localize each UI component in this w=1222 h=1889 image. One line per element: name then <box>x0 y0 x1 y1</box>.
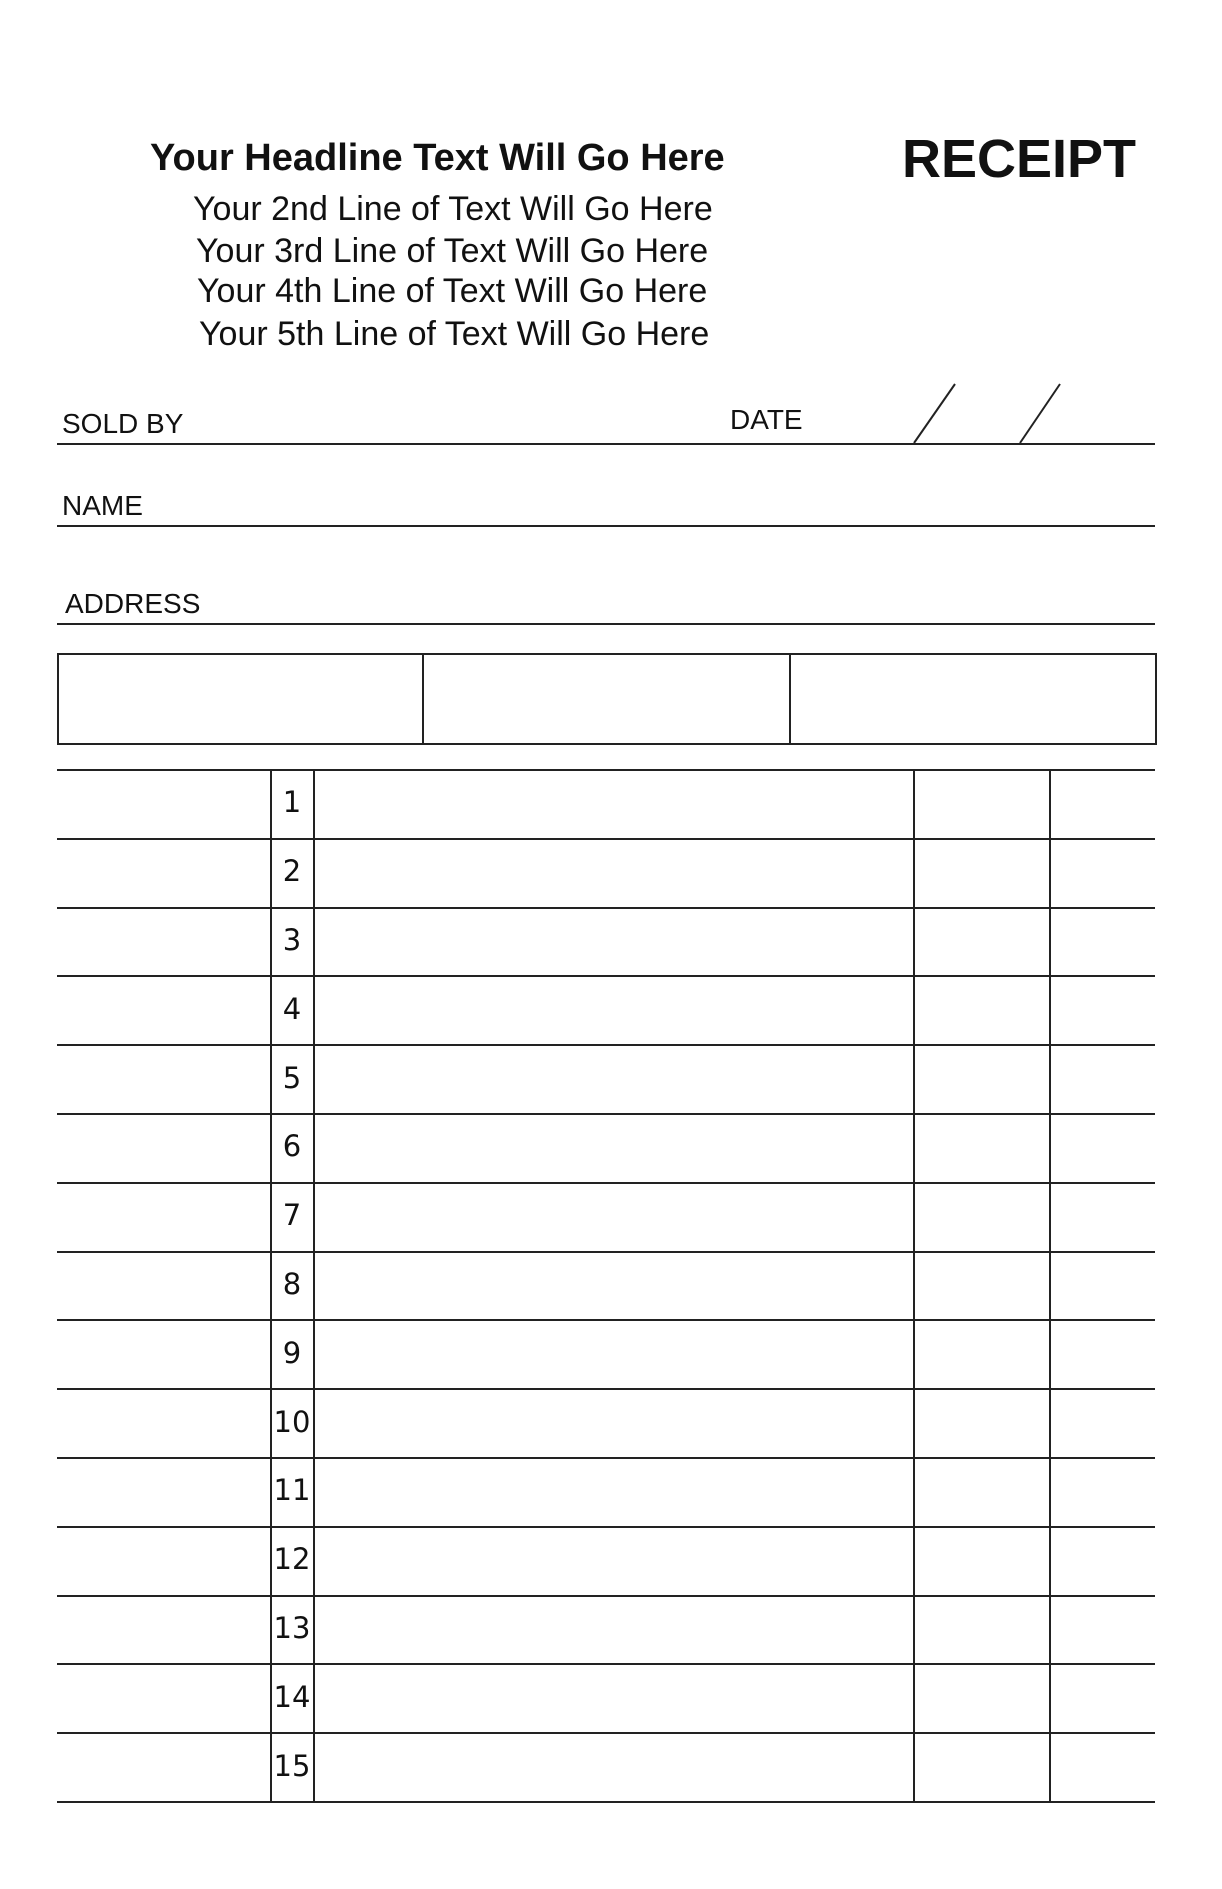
line-number: 11 <box>273 1473 311 1507</box>
sold-by-line[interactable] <box>57 443 1155 445</box>
table-row-line[interactable] <box>57 1251 1155 1253</box>
line-number: 8 <box>282 1267 302 1301</box>
header-line-5: Your 5th Line of Text Will Go Here <box>199 315 710 353</box>
headline: Your Headline Text Will Go Here <box>150 137 725 179</box>
table-row-line[interactable] <box>57 1732 1155 1734</box>
table-row-line[interactable] <box>57 1319 1155 1321</box>
table-column-divider-2 <box>313 769 315 1801</box>
table-row-line[interactable] <box>57 1388 1155 1390</box>
header-line-2: Your 2nd Line of Text Will Go Here <box>193 190 713 228</box>
table-row-line[interactable] <box>57 1113 1155 1115</box>
address-line[interactable] <box>57 623 1155 625</box>
line-number: 9 <box>282 1336 302 1370</box>
table-row-line[interactable] <box>57 1044 1155 1046</box>
table-column-divider-3 <box>913 769 915 1801</box>
line-number: 7 <box>282 1198 302 1232</box>
line-number: 4 <box>282 992 302 1026</box>
sold-by-label: SOLD BY <box>62 408 184 439</box>
table-row-line[interactable] <box>57 1663 1155 1665</box>
table-row-line[interactable] <box>57 907 1155 909</box>
table-row-line[interactable] <box>57 975 1155 977</box>
table-top-border <box>57 769 1155 771</box>
line-number: 2 <box>282 854 302 888</box>
date-slashes <box>0 0 1222 460</box>
line-number: 10 <box>273 1405 311 1439</box>
header-line-3: Your 3rd Line of Text Will Go Here <box>196 232 709 270</box>
table-column-divider-4 <box>1049 769 1051 1801</box>
date-label: DATE <box>730 404 803 435</box>
table-row-line[interactable] <box>57 838 1155 840</box>
line-number: 14 <box>273 1680 311 1714</box>
header-line-4: Your 4th Line of Text Will Go Here <box>197 272 708 310</box>
line-number: 3 <box>282 923 302 957</box>
table-row-line[interactable] <box>57 1595 1155 1597</box>
line-number: 1 <box>282 785 302 819</box>
line-number: 6 <box>282 1129 302 1163</box>
line-number: 5 <box>282 1061 302 1095</box>
address-label: ADDRESS <box>65 588 201 619</box>
table-row-line[interactable] <box>57 1801 1155 1803</box>
receipt-title: RECEIPT <box>902 129 1137 189</box>
table-row-line[interactable] <box>57 1457 1155 1459</box>
table-row-line[interactable] <box>57 1182 1155 1184</box>
line-number: 15 <box>273 1749 311 1783</box>
info-box-divider-2 <box>789 653 791 743</box>
table-row-line[interactable] <box>57 1526 1155 1528</box>
info-box <box>57 653 1157 745</box>
info-box-divider-1 <box>422 653 424 743</box>
name-line[interactable] <box>57 525 1155 527</box>
line-number: 13 <box>273 1611 311 1645</box>
name-label: NAME <box>62 490 143 521</box>
line-number: 12 <box>273 1542 311 1576</box>
